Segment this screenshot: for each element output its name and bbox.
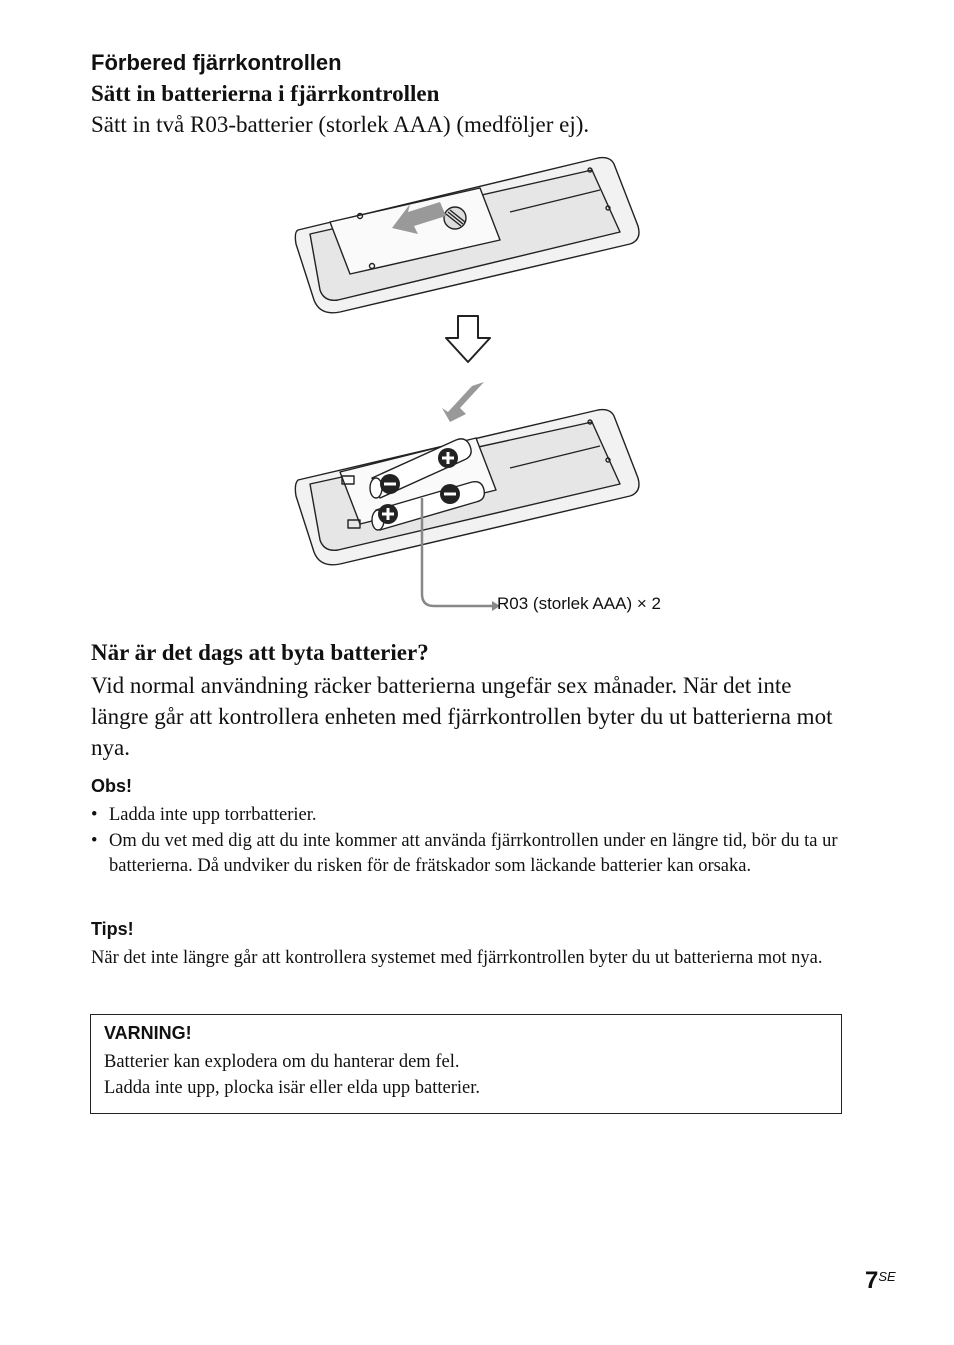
insert-arrow-icon — [442, 382, 484, 422]
list-item: • Ladda inte upp torrbatterier. — [91, 805, 317, 825]
page-number-suffix: SE — [878, 1269, 896, 1284]
battery-question-body: Vid normal användning räcker batterierna ungefär sex månader. När det inte längre går att kontrollera enheten med fjärrkontrollen byter du ut batterierna mot nya. — [91, 673, 833, 760]
obs-item-text: Ladda inte upp torrbatterier. — [109, 805, 317, 825]
intro-text: Sätt in två R03-batterier (storlek AAA) (medföljer ej). — [91, 112, 590, 137]
warning-title: VARNING! — [104, 1023, 192, 1043]
remote-battery-illustration — [280, 150, 700, 620]
minus-icon — [440, 484, 460, 504]
obs-item-text: Om du vet med dig att du inte kommer att använda fjärrkontrollen under en längre tid, bör du ta ur batterierna. Då undviker du risken för de frätskador som läckande batterier kan orsaka. — [109, 831, 838, 876]
warning-box — [90, 1014, 842, 1114]
list-item: • Om du vet med dig att du inte kommer att använda fjärrkontrollen under en längre tid, bör du ta ur batterierna. Då undviker du risken för de frätskador som läckande batterier kan orsaka. — [91, 831, 838, 876]
down-arrow-icon — [446, 316, 490, 362]
warning-body — [104, 1049, 480, 1101]
remote-open-illustration — [295, 410, 639, 565]
battery-question-heading: När är det dags att byta batterier? — [91, 640, 429, 665]
remote-closed-illustration — [295, 158, 639, 313]
battery-callout-label: R03 (storlek AAA) × 2 — [497, 594, 661, 613]
obs-title: Obs! — [91, 776, 133, 796]
tips-body: När det inte längre går att kontrollera systemet med fjärrkontrollen byter du ut batterierna mot nya. — [91, 948, 823, 968]
page-number-value: 7 — [865, 1267, 879, 1294]
section-heading: Förbered fjärrkontrollen — [91, 50, 342, 75]
sub-heading: Sätt in batterierna i fjärrkontrollen — [91, 81, 440, 106]
obs-list — [91, 803, 851, 880]
plus-icon — [378, 504, 398, 524]
warning-line: Batterier kan explodera om du hanterar dem fel. — [104, 1052, 460, 1072]
tips-title: Tips! — [91, 919, 134, 939]
page-number — [865, 1267, 896, 1295]
warning-line: Ladda inte upp, plocka isär eller elda upp batterier. — [104, 1078, 481, 1098]
minus-icon — [380, 474, 400, 494]
plus-icon — [438, 448, 458, 468]
